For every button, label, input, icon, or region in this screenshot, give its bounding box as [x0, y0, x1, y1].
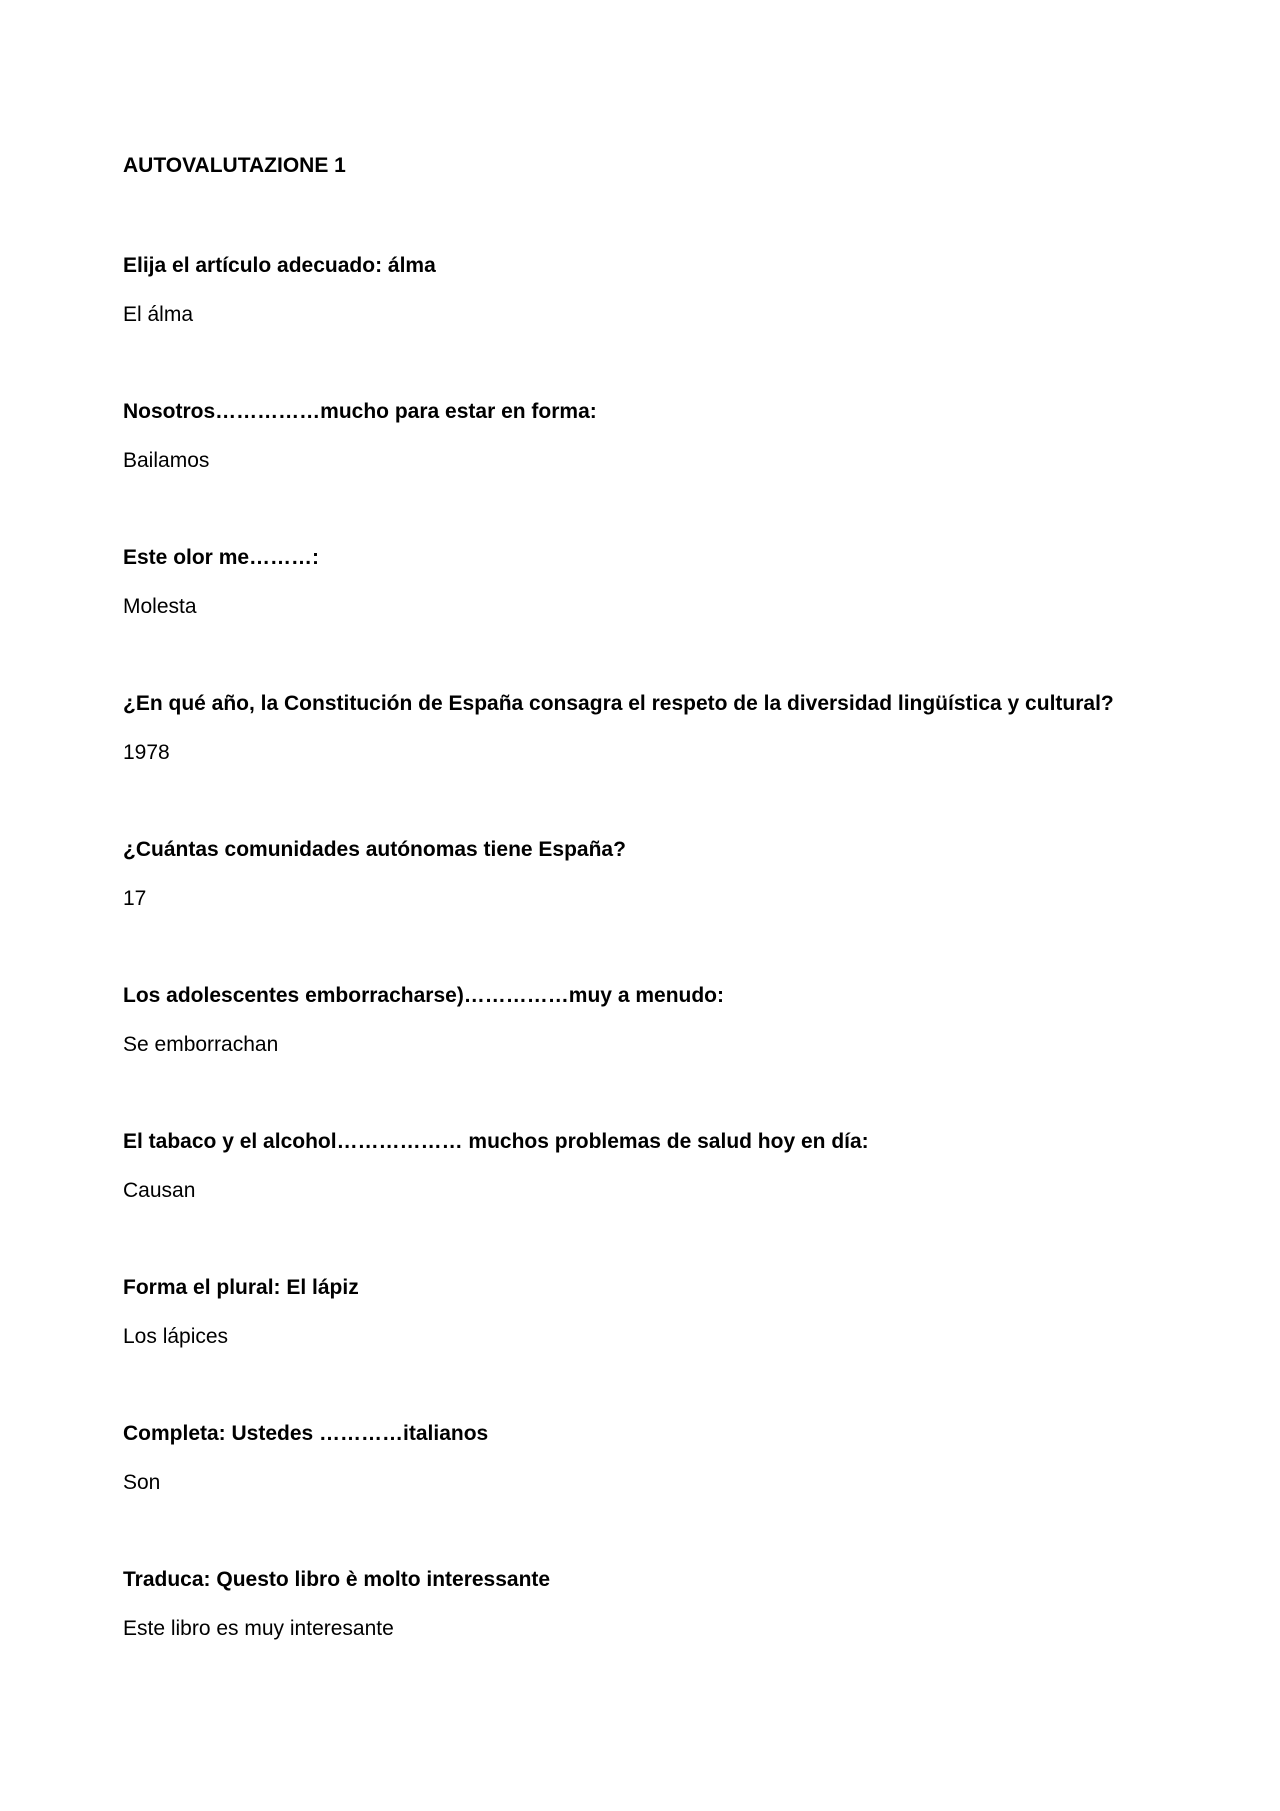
question-text: Traduca: Questo libro è molto interessante [123, 1568, 551, 1591]
document-title: AUTOVALUTAZIONE 1 [123, 154, 346, 177]
answer-text: Este libro es muy interesante [123, 1617, 394, 1640]
question-block [123, 1127, 1203, 1206]
question-text: El tabaco y el alcohol……………… muchos problemas de salud hoy en día: [123, 1130, 869, 1153]
answer-text: El álma [123, 303, 194, 326]
answer-text: Los lápices [123, 1325, 229, 1348]
question-block [123, 397, 1203, 476]
answer-text: 17 [123, 887, 147, 910]
question-text: Completa: Ustedes …………italianos [123, 1422, 489, 1445]
question-block [123, 1419, 1203, 1498]
question-text: Nosotros……………mucho para estar en forma: [123, 400, 597, 423]
answer-text: Molesta [123, 595, 197, 618]
question-text: Elija el artículo adecuado: álma [123, 254, 436, 277]
question-block [123, 1273, 1203, 1352]
answer-text: 1978 [123, 741, 170, 764]
answer-text: Bailamos [123, 449, 210, 472]
question-text: ¿Cuántas comunidades autónomas tiene España? [123, 838, 626, 861]
question-block [123, 981, 1203, 1060]
question-text: Este olor me………: [123, 546, 320, 569]
question-text: Forma el plural: El lápiz [123, 1276, 359, 1299]
answer-text: Son [123, 1471, 161, 1494]
question-text: ¿En qué año, la Constitución de España consagra el respeto de la diversidad lingüística y cultural? [123, 692, 1114, 715]
question-block [123, 1565, 1203, 1644]
question-block [123, 689, 1203, 768]
question-text: Los adolescentes emborracharse)……………muy a menudo: [123, 984, 724, 1007]
answer-text: Se emborrachan [123, 1033, 279, 1056]
question-block [123, 543, 1203, 622]
question-block [123, 251, 1203, 330]
answer-text: Causan [123, 1179, 196, 1202]
question-block [123, 835, 1203, 914]
